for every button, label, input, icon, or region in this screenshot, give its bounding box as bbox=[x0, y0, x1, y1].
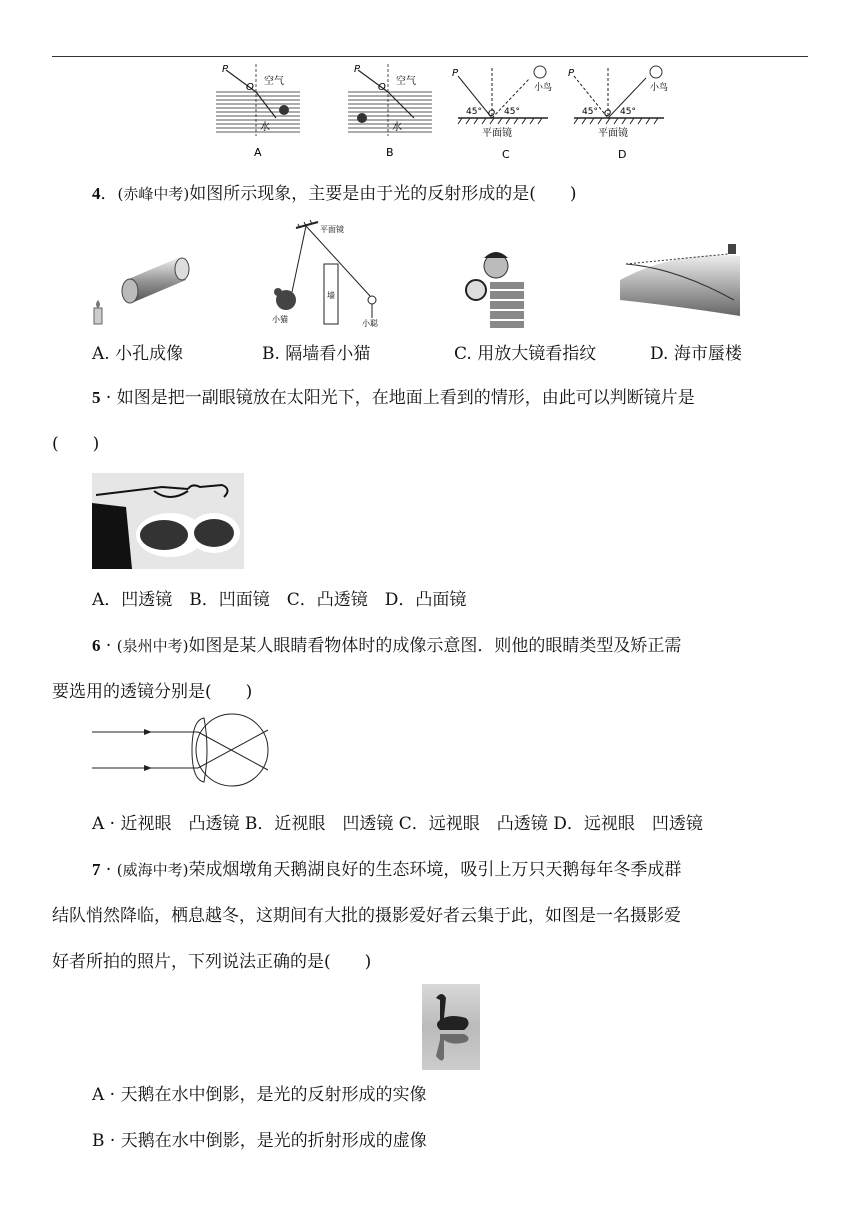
q4-figure-mirror-cat bbox=[262, 218, 392, 330]
q6-figure-eye bbox=[88, 712, 274, 792]
q4-option-b: B. 隔墙看小猫 bbox=[262, 344, 371, 364]
q3-figure-a bbox=[212, 60, 304, 160]
q4-figure-mirage bbox=[616, 240, 746, 326]
fig-d-p: P bbox=[568, 68, 575, 79]
q7-stem-text-1: 荣成烟墩角天鹅湖良好的生态环境，吸引上万只天鹅每年冬季成群 bbox=[188, 860, 682, 880]
fig-c-angle1: 45° bbox=[466, 107, 482, 117]
fig-b-o: O bbox=[378, 82, 386, 93]
fig-b-p: P bbox=[354, 64, 361, 75]
q5-options: A．凹透镜 B．凹面镜 C．凸透镜 D．凸面镜 bbox=[92, 590, 467, 610]
q6-stem-text-1: 如图是某人眼睛看物体时的成像示意图．则他的眼睛类型及矫正需 bbox=[188, 636, 682, 656]
q4-fig-wall-label: 墙 bbox=[327, 291, 335, 300]
q7-stem-line2: 结队悄然降临，栖息越冬，这期间有大批的摄影爱好者云集于此，如图是一名摄影爱 bbox=[52, 906, 681, 926]
top-rule bbox=[52, 56, 808, 57]
fig-c-bird: 小鸟 bbox=[534, 83, 553, 93]
q4-stem-text: 如图所示现象，主要是由于光的反射形成的是( ) bbox=[189, 184, 577, 204]
fig-a-o: O bbox=[246, 82, 254, 93]
fig-b-letter: B bbox=[386, 146, 394, 159]
fig-a-air: 空气 bbox=[264, 76, 284, 87]
q6-stem-line1: 6 · (泉州中考)如图是某人眼睛看物体时的成像示意图．则他的眼睛类型及矫正需 bbox=[92, 636, 682, 656]
fig-c-letter: C bbox=[502, 148, 510, 161]
fig-d-letter: D bbox=[618, 148, 627, 161]
q6-stem-line2: 要选用的透镜分别是( ) bbox=[52, 682, 253, 702]
fig-c-angle2: 45° bbox=[504, 107, 520, 117]
q4-option-a: A. 小孔成像 bbox=[92, 344, 184, 364]
fig-d-angle1: 45° bbox=[582, 107, 598, 117]
fig-a-p: P bbox=[222, 64, 229, 75]
q6-options: A · 近视眼 凸透镜 B．近视眼 凹透镜 C．远视眼 凸透镜 D．远视眼 凹透镜 bbox=[92, 814, 703, 834]
fig-b-water: 水 bbox=[392, 122, 402, 133]
fig-a-water: 水 bbox=[260, 122, 270, 133]
q4-option-d: D. 海市蜃楼 bbox=[650, 344, 742, 364]
q7-number: 7 bbox=[92, 860, 101, 879]
q5-number: 5 bbox=[92, 388, 101, 407]
q4-figure-pinhole bbox=[88, 250, 198, 330]
q4-fig-cat-label: 小猫 bbox=[272, 315, 288, 324]
fig-d-bird: 小鸟 bbox=[650, 83, 669, 93]
q5-paren: ( ) bbox=[52, 434, 100, 454]
fig-c-p: P bbox=[452, 68, 459, 79]
q5-stem: 5 · 如图是把一副眼镜放在太阳光下，在地面上看到的情形，由此可以判断镜片是 bbox=[92, 388, 695, 408]
q7-option-b: B · 天鹅在水中倒影，是光的折射形成的虚像 bbox=[92, 1131, 427, 1151]
q4-stem: 4．(赤峰中考)如图所示现象，主要是由于光的反射形成的是( ) bbox=[92, 184, 577, 204]
q6-source: (泉州中考) bbox=[116, 637, 189, 655]
q3-figure-d bbox=[564, 60, 674, 164]
q4-fig-boy-label: 小聪 bbox=[362, 319, 378, 328]
q7-source: (威海中考) bbox=[116, 861, 189, 879]
q7-figure-swan bbox=[422, 984, 480, 1070]
q4-option-c: C. 用放大镜看指纹 bbox=[454, 344, 597, 364]
fig-c-o: O bbox=[488, 109, 496, 119]
q4-figure-magnifier bbox=[460, 248, 540, 332]
q5-figure-glasses bbox=[92, 473, 244, 569]
q3-figure-c bbox=[448, 60, 558, 164]
q4-source: (赤峰中考) bbox=[117, 185, 190, 203]
fig-d-angle2: 45° bbox=[620, 107, 636, 117]
q7-option-a: A · 天鹅在水中倒影，是光的反射形成的实像 bbox=[92, 1085, 427, 1105]
q7-stem-line3: 好者所拍的照片，下列说法正确的是( ) bbox=[52, 952, 372, 972]
fig-d-o: O bbox=[604, 109, 612, 119]
q4-fig-mirror-label: 平面镜 bbox=[320, 225, 344, 234]
q4-number: 4 bbox=[92, 184, 101, 203]
q3-figure-b bbox=[344, 60, 436, 160]
fig-a-letter: A bbox=[254, 146, 262, 159]
fig-b-air: 空气 bbox=[396, 76, 416, 87]
q6-number: 6 bbox=[92, 636, 101, 655]
fig-d-mirror: 平面镜 bbox=[598, 128, 628, 139]
fig-c-mirror: 平面镜 bbox=[482, 128, 512, 139]
q7-stem-line1: 7 · (威海中考)荣成烟墩角天鹅湖良好的生态环境，吸引上万只天鹅每年冬季成群 bbox=[92, 860, 682, 880]
q5-stem-text: 如图是把一副眼镜放在太阳光下，在地面上看到的情形，由此可以判断镜片是 bbox=[116, 388, 695, 408]
